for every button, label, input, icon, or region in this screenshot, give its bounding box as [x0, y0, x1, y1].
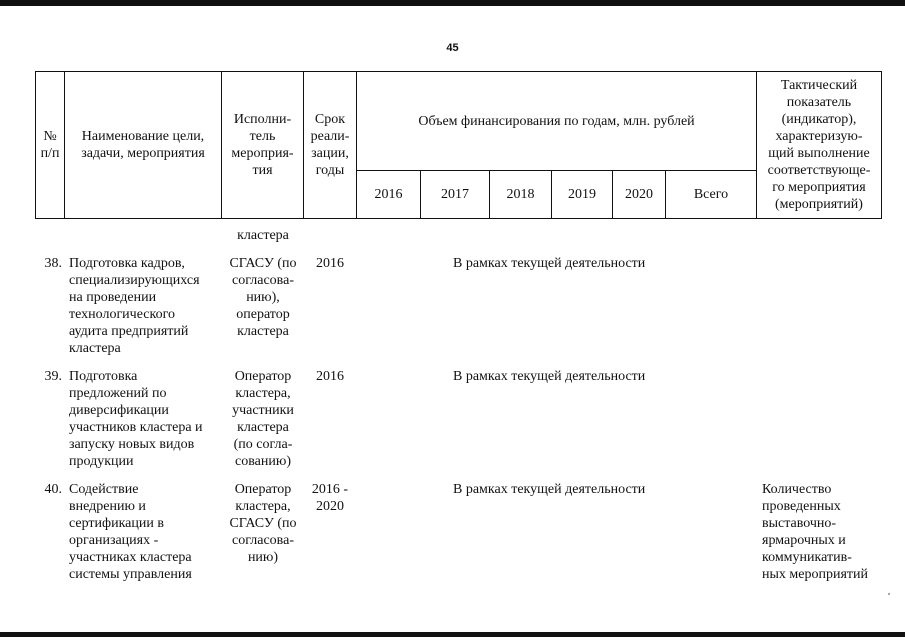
header-year-2016: 2016 [374, 187, 403, 202]
row-executor: Оператор кластера, участники кластера (по согла- сованию) [232, 369, 294, 469]
bottom-border [0, 632, 905, 637]
row-name: Подготовка кадров, специализирующихся на проведении технологического аудита предприятий кластера [69, 256, 200, 356]
row-number: 40. [44, 482, 62, 497]
header-financing: Объем финансирования по годам, млн. рублей [418, 113, 695, 129]
row-number: 39. [44, 369, 62, 384]
page-number: 45 [446, 42, 459, 54]
header-executor: Исполни- тель мероприя- тия [231, 112, 294, 178]
row-name: Содействие внедрению и сертификации в организациях - участниках кластера системы управления [69, 482, 192, 582]
header-year-2019: 2019 [568, 187, 596, 202]
header-indicator: Тактический показатель (индикатор), характеризую- щий выполнение соответствующе- го мероприятия (мероприятий) [767, 78, 871, 212]
header-year-2017: 2017 [441, 187, 469, 202]
header-num: № п/п [40, 129, 60, 161]
row-term: 2016 [316, 369, 344, 384]
header-name: Наименование цели, задачи, мероприятия [81, 129, 205, 161]
row-financing: В рамках текущей деятельности [453, 482, 646, 497]
table-header [35, 71, 882, 219]
row-financing: В рамках текущей деятельности [453, 369, 646, 384]
row-indicator: Количество проведенных выставочно- ярмарочных и коммуникатив- ных мероприятий [762, 482, 868, 582]
row-name: Подготовка предложений по диверсификации участников кластера и запуску новых видов продукции [69, 369, 203, 469]
row-term: 2016 [316, 256, 344, 271]
header-term: Срок реали- зации, годы [310, 112, 350, 178]
header-total: Всего [693, 187, 729, 202]
row-term: 2016 - 2020 [311, 482, 349, 514]
row-financing: В рамках текущей деятельности [453, 256, 646, 271]
continuation-executor: кластера [237, 228, 289, 243]
row-executor: Оператор кластера, СГАСУ (по согласова- нию) [229, 482, 297, 565]
header-year-2020: 2020 [625, 187, 653, 202]
row-executor: СГАСУ (по согласова- нию), оператор кластера [229, 256, 297, 339]
header-year-2018: 2018 [506, 187, 535, 202]
top-border [0, 0, 905, 6]
row-number: 38. [44, 256, 62, 271]
scan-speck [888, 593, 890, 595]
